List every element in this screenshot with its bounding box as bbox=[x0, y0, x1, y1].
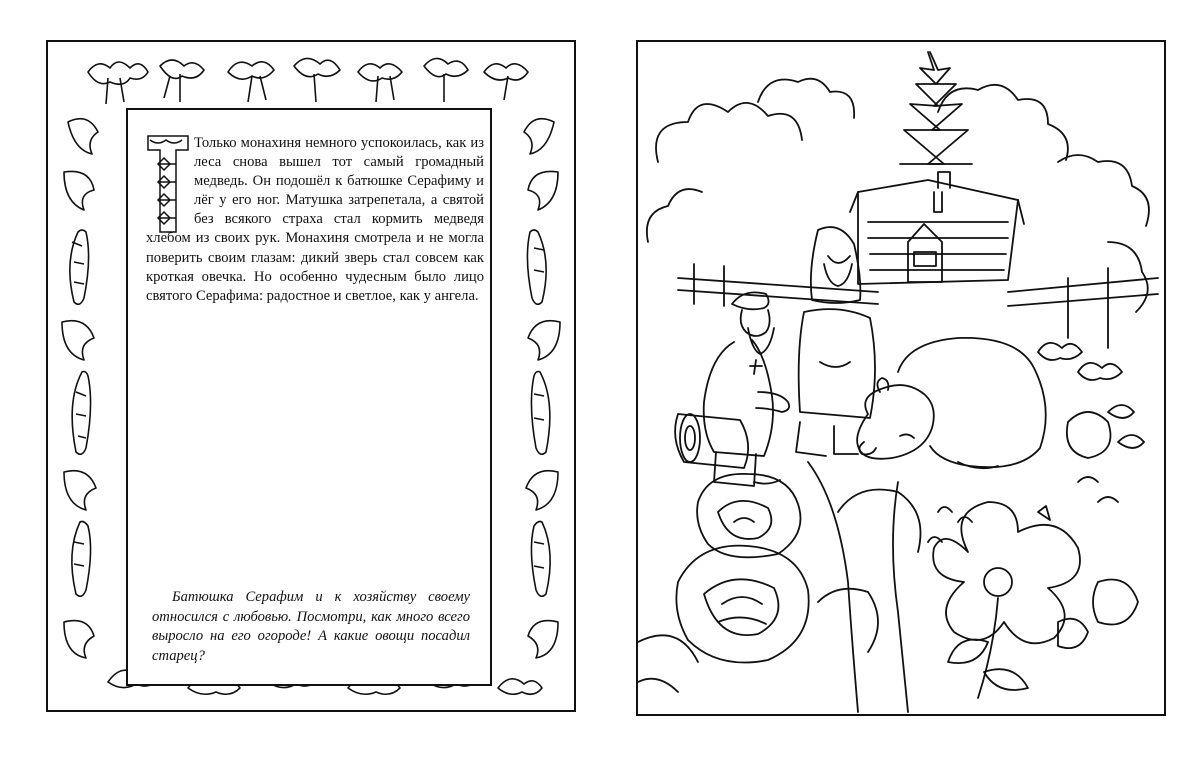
text-frame bbox=[126, 108, 492, 686]
bear-figure bbox=[857, 338, 1046, 468]
story-paragraph: Только монахиня немного успокоилась, как из леса снова вышел тот самый громадный медведь. Он подошёл к батюшке Серафиму и лёг у его ног. Матушка затрепетала, а святой без всякого страха стал кормить медведя хлебом из своих рук. Монахиня смотрела и не могла поверить своим глазам: дикий зверь стал совсем как кроткая овечка. Но особенно чудесным было лицо святого Серафима: радостное и светлое, как у ангела. bbox=[146, 135, 484, 304]
coloring-illustration bbox=[638, 42, 1164, 714]
log-cabin bbox=[850, 172, 1024, 284]
right-page bbox=[636, 40, 1166, 716]
question-paragraph: Батюшка Серафим и к хозяйству своему относился с любовью. Посмотри, как много всего выросло на его огороде! А какие овощи посадил старец? bbox=[152, 589, 470, 664]
cabbages bbox=[676, 474, 808, 663]
garden-vegetables bbox=[818, 343, 1144, 652]
tree-stump bbox=[675, 414, 748, 468]
left-page bbox=[46, 40, 576, 712]
forest-background bbox=[647, 79, 1149, 312]
flower bbox=[933, 502, 1080, 698]
